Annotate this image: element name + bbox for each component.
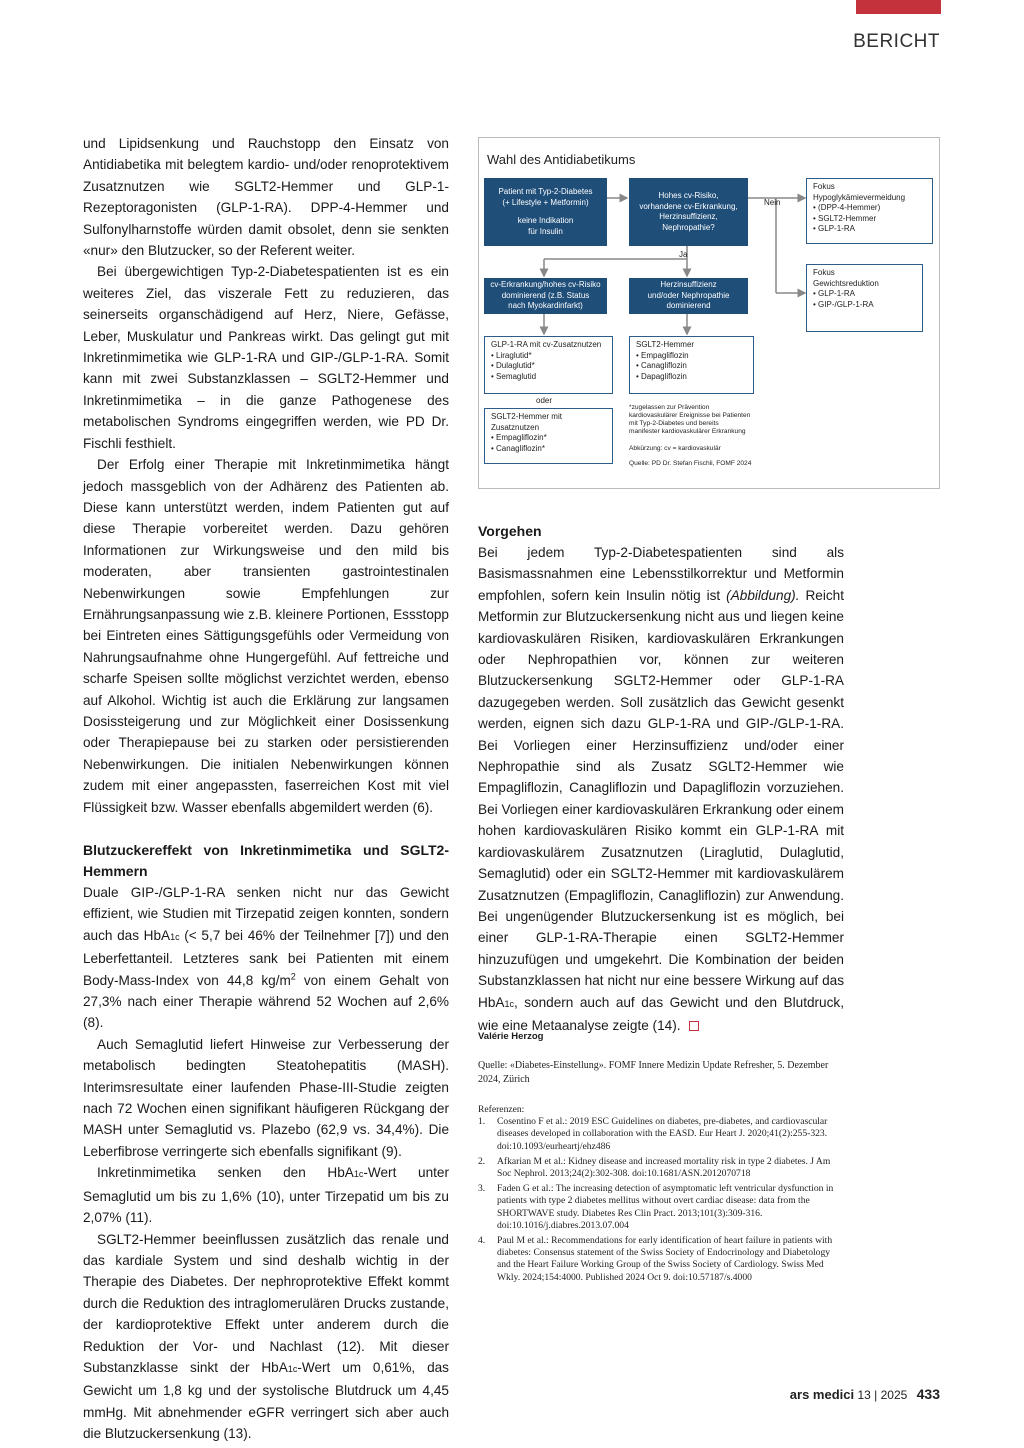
box-glp1-ra: GLP-1-RA mit cv-Zusatznutzen • Liraglutid* • Dulaglutid* • Semaglutid [484, 336, 613, 394]
box-patient: Patient mit Typ-2-Diabetes (+ Lifestyle + Metformin) keine Indikation für Insulin [484, 178, 607, 246]
figure-title: Wahl des Antidiabetikums [487, 152, 636, 167]
paragraph: und Lipidsenkung und Rauchstopp den Einsatz von Antidiabetika mit belegtem kardio- und/oder renoprotektivem Zusatznutzen wie SGLT2-Hemmer und GLP-1-Rezeptoragonisten (GLP-1-RA). DPP-4-Hemmer und Sulfonylharnstoffe würden damit obsolet, denn sie senkten «nur» den Blutzucker, so der Referent weiter. [83, 136, 449, 259]
paragraph: Bei jedem Typ-2-Diabetespatienten sind als Basismassnahmen eine Lebensstilkorrektur und Metformin empfohlen, sofern kein Insulin nötig ist (Abbildung). Reicht Metformin zur Blutzuckersenkung nicht aus und liegen keine kardiovaskulären Risiken, kardiovaskulären Erkrankungen oder Nephropathien vor, können zur weiteren Blutzuckersenkung SGLT2-Hemmer oder GLP-1-RA dazugegeben werden. Soll zusätzlich das Gewicht gesenkt werden, eignen sich dazu GLP-1-RA und GIP-/GLP-1-RA. Bei Vorliegen einer Herzinsuffizienz und/oder einer Nephropathie sind als Zusatz SGLT2-Hemmer wie Empagliflozin, Canagliflozin und Dapagliflozin vorzuziehen. Bei Vorliegen einer kardiovaskulären Erkrankung oder einem hohen kardiovaskulären Risiko kommt ein GLP-1-RA mit kardiovaskulärem Zusatznutzen (Liraglutid, Dulaglutid, Semaglutid) oder ein SGLT2-Hemmer mit kardiovaskulärem Zusatznutzen (Empagliflozin, Canagliflozin) zur Anwendung. Bei ungenügender Blutzuckersenkung ist es möglich, bei einer GLP-1-RA-Therapie einen SGLT2-Hemmer hinzuzufügen und umgekehrt. Die Kombination der beiden Substanzklassen hat nicht nur eine bessere Wirkung auf das HbA1c, sondern auch auf das Gewicht und den Blutdruck, wie eine Metaanalyse zeigte (14). [478, 545, 844, 1033]
flowchart-figure [478, 137, 940, 489]
author: Valérie Herzog [478, 1031, 544, 1042]
label-nein: Nein [764, 198, 781, 207]
box-heart-failure-dominant: Herzinsuffizienz und/oder Nephropathie dominierend [629, 278, 748, 314]
article-source: Quelle: «Diabetes-Einstellung». FOMF Innere Medizin Update Refresher, 5. Dezember 2024, Zürich [478, 1060, 829, 1085]
journal-name: ars medici [789, 1387, 855, 1402]
box-cv-dominant: cv-Erkrankung/hohes cv-Risiko dominierend (z.B. Status nach Myokardinfarkt) [484, 278, 607, 314]
issue: 13 | 2025 [857, 1388, 908, 1402]
section-label: BERICHT [853, 31, 940, 52]
reference-item: 1. Cosentino F et al.: 2019 ESC Guidelines on diabetes, pre-diabetes, and cardiovascular diseases developed in collaboration with the EASD. Eur Heart J. 2020;41(2):255-323. doi:10.1093/eurheartj/ehz486 [478, 1116, 828, 1152]
box-sglt2-zusatznutzen: SGLT2-Hemmer mit Zusatznutzen • Empagliflozin* • Canagliflozin* [484, 408, 613, 464]
section-heading: Vorgehen [478, 523, 542, 539]
label-oder: oder [536, 396, 553, 405]
left-column [83, 133, 449, 1445]
label-ja: Ja [679, 250, 688, 259]
paragraph: Bei übergewichtigen Typ-2-Diabetespatienten ist es ein weiteres Ziel, das viszerale Fett zu reduzieren, das seinerseits organschädigend auf Herz, Niere, Gefässe, Leber, Muskulatur und Pankreas wirkt. Das gelingt gut mit Inkretinmimetika wie GLP-1-RA und GIP-/GLP-1-RA. Somit kann mit zwei Substanzklassen – SGLT2-Hemmer und Inkretinmimetika – in die ganze Pathogenese des metabolischen Syndroms eingegriffen werden, wie PD Dr. Fischli festhielt. [83, 264, 449, 451]
paragraph: Inkretinmimetika senken den HbA1c-Wert unter Semaglutid um bis zu 1,6% (10), unter Tirzepatid um bis zu 2,07% (11). [83, 1165, 449, 1226]
box-fokus-hypoglykaemie: Fokus Hypoglykämievermeidung • (DPP-4-Hemmer) • SGLT2-Hemmer • GLP-1-RA [806, 178, 933, 244]
reference-item: 4. Paul M et al.: Recommendations for early identification of heart failure in patients with diabetes: Consensus statement of the Swiss Society of Endocrinology and Diabetology and the Heart Failure Working Group of the Swiss Society of Cardiology. Swiss Med Wkly. 2024;154:4000. Published 2024 Oct 9. doi:10.57187/s.4000 [478, 1235, 833, 1283]
article-end-mark [689, 1021, 699, 1031]
reference-item: 2. Afkarian M et al.: Kidney disease and increased mortality risk in type 2 diabetes. J Am Soc Nephrol. 2013;24(2):302-308. doi:10.1681/ASN.2012070718 [478, 1155, 831, 1180]
section-color-tab [856, 0, 941, 14]
figure-footnote: *zugelassen zur Prävention kardiovaskulärer Ereignisse bei Patienten mit Typ-2-Diabetes und bereits manifester kardiovaskulärer Erkrankung [629, 404, 751, 435]
paragraph: Duale GIP-/GLP-1-RA senken nicht nur das Gewicht effizient, wie Studien mit Tirzepatid zeigen konnten, sondern auch das HbA1c (< 5,7 bei 46% der Teilnehmer [7]) und den Leberfettanteil. Letzteres sank bei Patienten mit einem Body-Mass-Index von 44,8 $kg/m^2$ von einem Gehalt von 27,3% nach einer Therapie während 52 Wochen auf 2,6% (8). [83, 885, 449, 1031]
figure-source: Quelle: PD Dr. Stefan Fischli, FOMF 2024 [629, 460, 752, 467]
page-footer [790, 1386, 940, 1402]
paragraph: Der Erfolg einer Therapie mit Inkretinmimetika hängt jedoch massgeblich von der Adhärenz des Patienten ab. Diese kann unterstützt werden, indem Patienten gut auf diese Therapie vorbereitet werden. Dazu gehören Informationen zur Wirkungsweise und den mild bis moderaten, aber transienten gastrointestinalen Nebenwirkungen sowie Empfehlungen zur Ernährungsanpassung wie z.B. kleinere Portionen, Essstopp bei Eintreten eines Sättigungsgefühls oder Vermeidung von Nahrungsaufnahme ohne Hungergefühl. Auf fettreiche und scharfe Speisen sollte möglichst verzichtet werden, ebenso auf Alkohol. Wichtig ist auch die Erklärung zur langsamen Dosissteigerung und zur Möglichkeit einer Dosissenkung oder Therapiepause bei zu starken oder persistierenden Nebenwirkungen. Die initialen Nebenwirkungen können zudem mit einer angepassten, faserreichen Kost mit viel Flüssigkeit bzw. Wasser ebenfalls abgemildert werden (6). [83, 457, 449, 815]
box-cv-risk-question: Hohes cv-Risiko, vorhandene cv-Erkrankung, Herzinsuffizienz, Nephropathie? [629, 178, 748, 246]
box-sglt2-hemmer: SGLT2-Hemmer • Empagliflozin • Canagliflozin • Dapagliflozin [629, 336, 754, 394]
right-column [478, 521, 844, 1036]
reference-item: 3. Faden G et al.: The increasing detection of asymptomatic left ventricular dysfunction in patients with type 2 diabetes mellitus without overt cardiac disease: data from the SHORTWAVE study. Diabetes Res Clin Pract. 2013;101(3):309-316. doi:10.1016/j.diabres.2013.07.004 [478, 1183, 834, 1231]
box-fokus-gewicht: Fokus Gewichtsreduktion • GLP-1-RA • GIP-/GLP-1-RA [806, 264, 923, 332]
references-title: Referenzen: [478, 1104, 525, 1115]
paragraph: Auch Semaglutid liefert Hinweise zur Verbesserung der metabolisch bedingten Steatohepatitis (MASH). Interimsresultate einer laufenden Phase-III-Studie zeigten nach 72 Wochen einen signifikant häufigeren Rückgang der MASH unter Semaglutid vs. Plazebo (62,9 vs. 34,4%). Die Leberfibrose verringerte sich ebenfalls signifikant (9). [83, 1036, 449, 1159]
figure-abbreviation: Abkürzung: cv = kardiovaskulär [629, 445, 721, 452]
references [478, 1104, 844, 1287]
section-heading: Blutzuckereffekt von Inkretinmimetika und SGLT2-Hemmern [83, 842, 449, 879]
paragraph: SGLT2-Hemmer beeinflussen zusätzlich das renale und das kardiale System und sind deshalb wichtig in der Therapie des Diabetes. Der nephroprotektive Effekt kommt durch die Reduktion des intraglomerulären Drucks zustande, der kardioprotektive Effekt unter anderem durch die Reduktion der Vor- und Nachlast (12). Mit dieser Substanzklasse sinkt der HbA1c-Wert um 0,61%, das Gewicht um 1,8 kg und der systolische Blutdruck um 4,45 mmHg. Mit abnehmender eGFR verringert sich aber auch die Blutzuckersenkung (13). [83, 1231, 449, 1442]
page-number: 433 [916, 1386, 940, 1402]
